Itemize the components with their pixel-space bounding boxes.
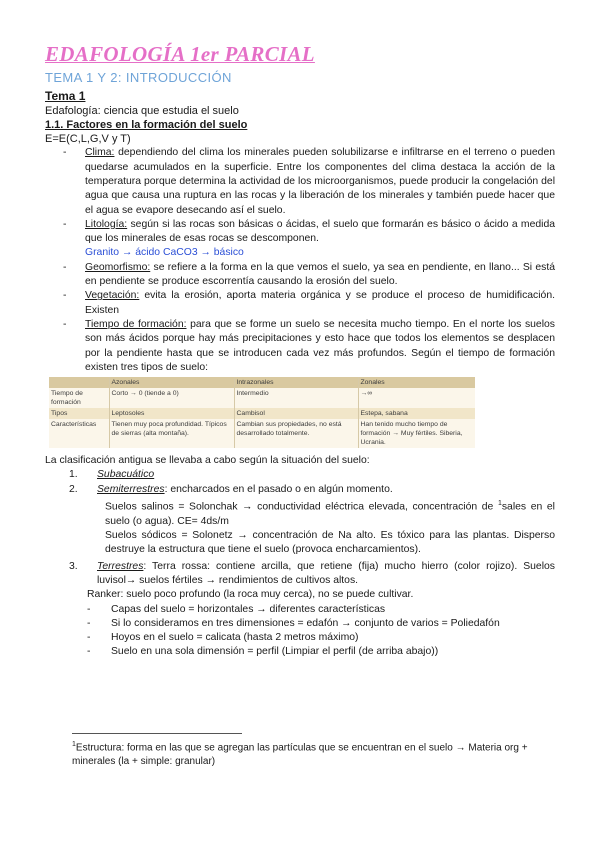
table-header-cell: Azonales [109, 377, 234, 388]
table-row [49, 419, 475, 448]
table-cell: Cambisol [234, 408, 358, 419]
list-item: - Tiempo de formación: para que se forme un suelo se necesita mucho tiempo. En el norte los suelos son más ácidos porque hay más precipitaciones y esto hace que todos los elementos se desplacen por la pendiente hasta que se introducen cada vez más profundos. Según el tiempo de formación existen tres tipos de suelo: [63, 318, 555, 373]
table-cell: →∞ [358, 388, 475, 408]
item-number: 3. [69, 560, 78, 572]
list-item: - Si lo consideramos en tres dimensiones = edafón → conjunto de varios = Poliedafón [45, 617, 555, 631]
ranker-line: Ranker: suelo poco profundo (la roca muy cerca), no se puede cultivar. [87, 589, 414, 601]
item-text: : encharcados en el pasado o en algún momento. [164, 483, 393, 495]
table-cell: Corto → 0 (tiende a 0) [109, 388, 234, 408]
list-item: - Suelo en una sola dimensión = perfil (Limpiar el perfil (de arriba abajo)) [45, 645, 555, 659]
footnote [72, 738, 542, 769]
numbered-item [45, 560, 555, 589]
footnote-mark: 1 [72, 741, 76, 748]
document-subtitle: TEMA 1 Y 2: INTRODUCCIÓN [45, 70, 232, 85]
table-row [49, 408, 475, 419]
factor-label: Litología: [85, 218, 128, 230]
item-number: 2. [69, 483, 78, 495]
list-item: - Geomorfismo: se refiere a la forma en la que vemos el suelo, ya sea en pendiente, en llano... Si está en pendiente se produce escorrentía causando la erosión del suelo. [63, 261, 555, 288]
formula-line: E=E(C,L,G,V y T) [45, 133, 131, 146]
footnote-text: Estructura: forma en las que se agregan las partículas que se encuentran en el suelo → Materia org + minerales (la + simple: granular) [72, 742, 528, 768]
numbered-item [45, 483, 555, 497]
sub-item-text: Si lo consideramos en tres dimensiones = edafón → conjunto de varios = Poliedafón [111, 617, 500, 629]
factor-label: Clima: [85, 147, 115, 159]
factor-label: Tiempo de formación: [85, 318, 187, 330]
list-item: - Litología: según si las rocas son básicas o ácidas, el suelo que formarán es básico o ácido a medida que los minerales de esas rocas se descomponen. Granito → ácido CaCO3 → básico [63, 218, 555, 259]
numbered-item [45, 468, 555, 482]
table-header-cell: Zonales [358, 377, 475, 388]
table-cell: Tienen muy poca profundidad. Típicos de sierras (alta montaña). [109, 419, 234, 448]
table-header-cell [49, 377, 109, 388]
factor-example: Granito → ácido CaCO3 → básico [85, 247, 244, 259]
factor-list [45, 146, 555, 375]
table-cell: Tipos [49, 408, 109, 419]
classification-intro: La clasificación antigua se llevaba a cabo según la situación del suelo: [45, 455, 370, 467]
factor-label: Vegetación: [85, 290, 140, 302]
table-header-cell: Intrazonales [234, 377, 358, 388]
factor-text: se refiere a la forma en la que vemos el suelo, ya sea en pendiente, en llano... Si está en pendiente se produce escorrentía causando la erosión del suelo. [85, 261, 555, 288]
item-label: Semiterrestres [97, 483, 165, 495]
factor-text: evita la erosión, aporta materia orgánica y se produce el proceso de humidificación. Existen [85, 290, 555, 316]
soil-types-table [49, 377, 475, 448]
subsection-heading: 1.1. Factores en la formación del suelo [45, 119, 248, 132]
table-cell: Estepa, sabana [358, 408, 475, 419]
section-heading-tema1: Tema 1 [45, 89, 86, 103]
footnote-separator [72, 733, 242, 734]
table-cell: Tiempo de formación [49, 388, 109, 408]
factor-text: para que se forme un suelo se necesita mucho tiempo. En el norte los suelos son más ácidos porque hay más precipitaciones y esto hace que todos los elementos se desplacen por la pendiente hasta que se introducen cada vez más profundos. Según el tiempo de formación existen tres tipos de suelo: [85, 318, 555, 373]
factor-text: según si las rocas son básicas o ácidas, el suelo que formarán es básico o ácido a medida que los minerales de esas rocas se descomponen. [85, 218, 555, 245]
sub-item-text: Capas del suelo = horizontales → diferentes características [111, 603, 386, 615]
document-title: EDAFOLOGÍA 1er PARCIAL [45, 42, 315, 66]
sodicos-line: Suelos sódicos = Solonetz → concentración de Na alto. Es tóxico para las plantas. Disperso destruye la estructura que tiene el suelo (provoca encharcamientos). [105, 530, 555, 556]
list-item: - Clima: dependiendo del clima los minerales pueden solubilizarse e infiltrarse en el terreno o pueden quedarse acumulados en la superficie. Entre los componentes del clima destaca la acción de la temperatura porque determina la actividad de los microorganismos, puede producir la congelación del agua que causa una ruptura en las rocas y la liberación de los minerales y también puede hacer que el agua se evapore desecando así el suelo. [63, 147, 555, 216]
list-item: - Hoyos en el suelo = calicata (hasta 2 metros máximo) [45, 631, 555, 645]
table-header-row [49, 377, 475, 388]
item-label: Subacuático [97, 469, 155, 481]
item-text: : Terra rossa: contiene arcilla, que retiene (fija) mucho hierro (color rojizo). Suelos luvisol→ suelos fértiles → rendimientos de cultivos altos. [97, 560, 555, 586]
factor-label: Geomorfismo: [85, 261, 151, 273]
factor-text: dependiendo del clima los minerales pueden solubilizarse e infiltrarse en el terreno o pueden quedarse acumulados en la superficie. Entre los componentes del clima destaca la acción de la temperatura porque determina la actividad de los microorganismos, puede producir la congelación del agua que causa una ruptura en las rocas y la liberación de los minerales y también puede hacer que el agua se evapore desecando así el suelo. [85, 147, 555, 216]
footnote-ref: 1 [497, 499, 502, 507]
document-page [45, 40, 555, 660]
sub-item-text: Suelo en una sola dimensión = perfil (Limpiar el perfil (de arriba abajo)) [111, 646, 439, 658]
table-cell: Características [49, 419, 109, 448]
table-cell: Cambian sus propiedades, no está desarrollado totalmente. [234, 419, 358, 448]
table-cell: Intermedio [234, 388, 358, 408]
item-number: 1. [69, 469, 78, 481]
table-cell: Leptosoles [109, 408, 234, 419]
salinos-text: Suelos salinos = Solonchak → conductividad eléctrica elevada, concentración de [105, 501, 494, 513]
table-cell: Han tenido mucho tiempo de formación → Muy fértiles. Siberia, Ucrania. [358, 419, 475, 448]
list-item: - Vegetación: evita la erosión, aporta materia orgánica y se produce el proceso de humidificación. Existen [63, 290, 555, 316]
definition-line: Edafología: ciencia que estudia el suelo [45, 105, 239, 117]
list-item: - Capas del suelo = horizontales → diferentes características [45, 603, 555, 617]
item-label: Terrestres [97, 560, 144, 572]
sub-item-text: Hoyos en el suelo = calicata (hasta 2 metros máximo) [111, 632, 359, 644]
salinos-text-2: sales en el suelo (o agua). CE= 4ds/m [105, 501, 555, 527]
salinos-line [45, 497, 555, 529]
table-row [49, 388, 475, 408]
